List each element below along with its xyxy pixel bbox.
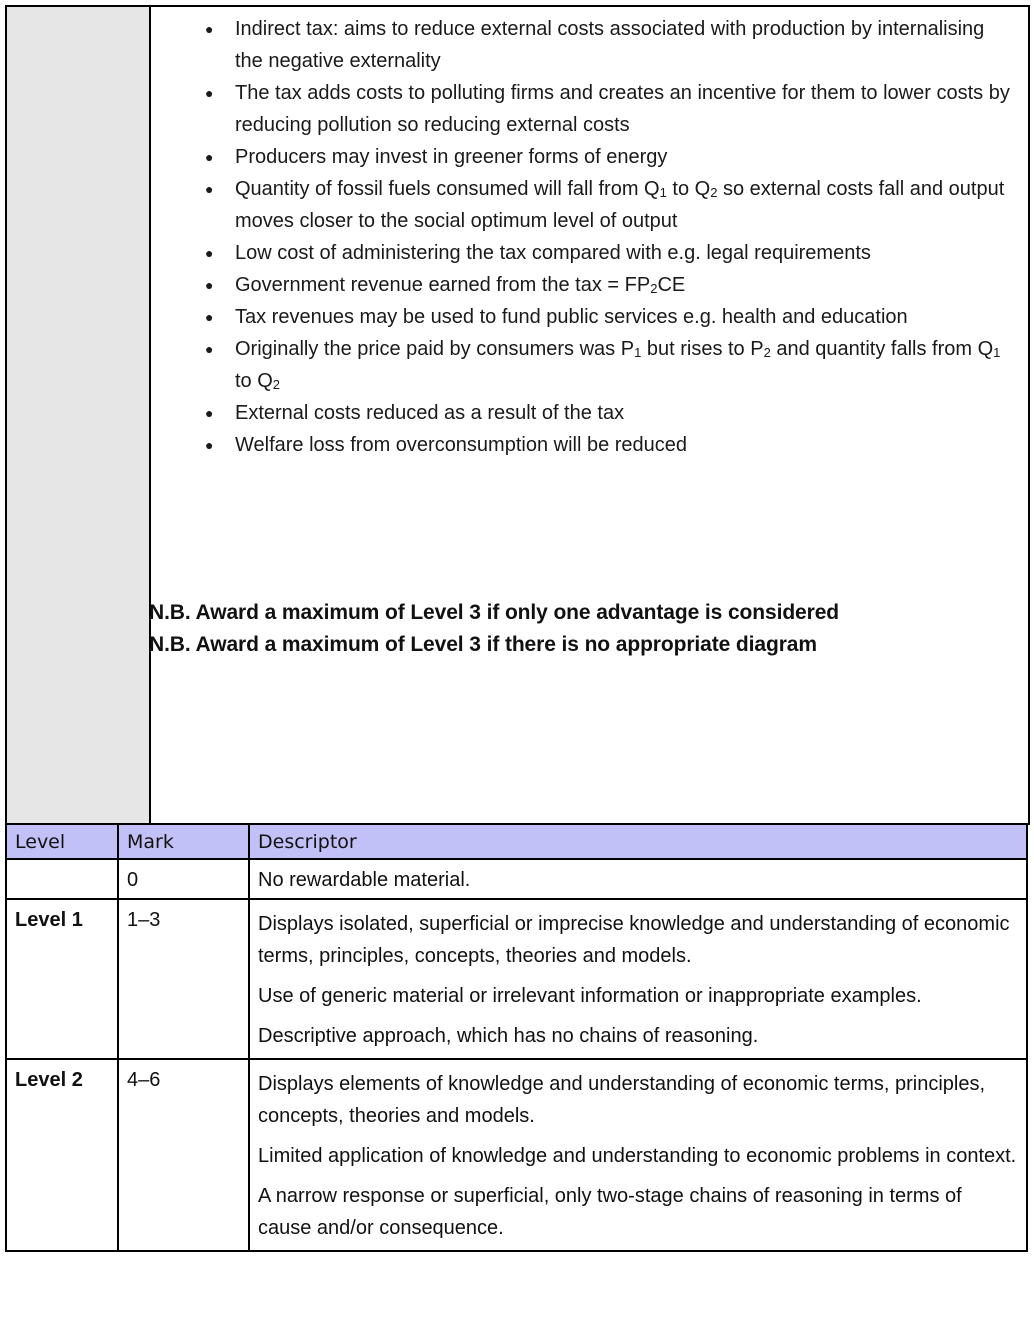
subscript: 2 [650, 281, 658, 296]
bullet-icon: ● [205, 405, 214, 421]
bullet-icon: ● [205, 149, 214, 165]
mark-range: 1–3 [118, 899, 249, 1059]
descriptor-cell [249, 859, 1027, 899]
indicative-point: ● Quantity of fossil fuels consumed will fall from $Q_1$ to $Q_2$ so external costs fall and output moves closer to the social optimum level of output [235, 173, 1016, 237]
indicative-content [151, 7, 1028, 825]
level-name: Level 1 [6, 899, 118, 1059]
bullet-icon: ● [205, 21, 214, 37]
level-row [6, 1059, 1027, 1251]
descriptor-text: Use of generic material or irrelevant information or inappropriate examples. [258, 985, 922, 1007]
descriptor-text: No rewardable material. [258, 869, 471, 891]
note-one-advantage: N.B. Award a maximum of Level 3 if only one advantage is considered [149, 601, 840, 624]
indicative-point: ● Low cost of administering the tax compared with e.g. legal requirements [235, 237, 1016, 269]
indicative-point: ● Tax revenues may be used to fund public services e.g. health and education [235, 301, 1016, 333]
indicative-point: ● External costs reduced as a result of the tax [235, 397, 1016, 429]
bullet-icon: ● [205, 181, 214, 197]
descriptor-text: Displays elements of knowledge and understanding of economic terms, principles, concepts, theories and models. [258, 1073, 986, 1127]
level-row [6, 859, 1027, 899]
subscript: 1 [993, 345, 1001, 360]
indicative-points-list [205, 13, 1016, 461]
descriptor-text: Displays isolated, superficial or imprecise knowledge and understanding of economic terms, principles, concepts, theories and models. [258, 913, 1010, 967]
indicative-point: ● Indirect tax: aims to reduce external costs associated with production by internalising the negative externality [235, 13, 1016, 77]
subscript: 1 [659, 185, 667, 200]
subscript: 2 [710, 185, 718, 200]
bullet-icon: ● [205, 309, 214, 325]
indicative-point: ● Originally the price paid by consumers was $P_1$ but rises to $P_2$ and quantity falls from $Q_1$ to $Q_2$ [235, 333, 1016, 397]
table-header-row [6, 824, 1027, 859]
descriptor-text: Limited application of knowledge and understanding to economic problems in context. [258, 1145, 1017, 1167]
header-descriptor: Descriptor [249, 824, 1027, 859]
level-row [6, 899, 1027, 1059]
descriptor-cell [249, 899, 1027, 1059]
level-name [6, 859, 118, 899]
header-level: Level [6, 824, 118, 859]
header-mark: Mark [118, 824, 249, 859]
descriptor-cell [249, 1059, 1027, 1251]
subscript: 2 [272, 377, 281, 392]
subscript: 2 [763, 345, 771, 360]
indicative-point: ● Welfare loss from overconsumption will be reduced [235, 429, 1016, 461]
descriptor-text: A narrow response or superficial, only two-stage chains of reasoning in terms of cause and/or consequence. [258, 1185, 962, 1239]
bullet-icon: ● [205, 85, 214, 101]
indicative-point: ● Producers may invest in greener forms of energy [235, 141, 1016, 173]
levels-mark-table [5, 823, 1028, 1252]
note-no-diagram: N.B. Award a maximum of Level 3 if there is no appropriate diagram [149, 633, 817, 656]
indicative-point: ● Government revenue earned from the tax = $FP_2CE$ [235, 269, 1016, 301]
bullet-icon: ● [205, 245, 214, 261]
subscript: 1 [634, 345, 642, 360]
mark-range: 4–6 [118, 1059, 249, 1251]
question-number-column [7, 7, 151, 825]
indicative-content-section [5, 5, 1030, 825]
bullet-icon: ● [205, 341, 214, 357]
indicative-point: ● The tax adds costs to polluting firms and creates an incentive for them to lower costs by reducing pollution so reducing external costs [235, 77, 1016, 141]
descriptor-text: Descriptive approach, which has no chains of reasoning. [258, 1025, 759, 1047]
bullet-icon: ● [205, 437, 214, 453]
bullet-icon: ● [205, 277, 214, 293]
level-name: Level 2 [6, 1059, 118, 1251]
mark-range: 0 [118, 859, 249, 899]
